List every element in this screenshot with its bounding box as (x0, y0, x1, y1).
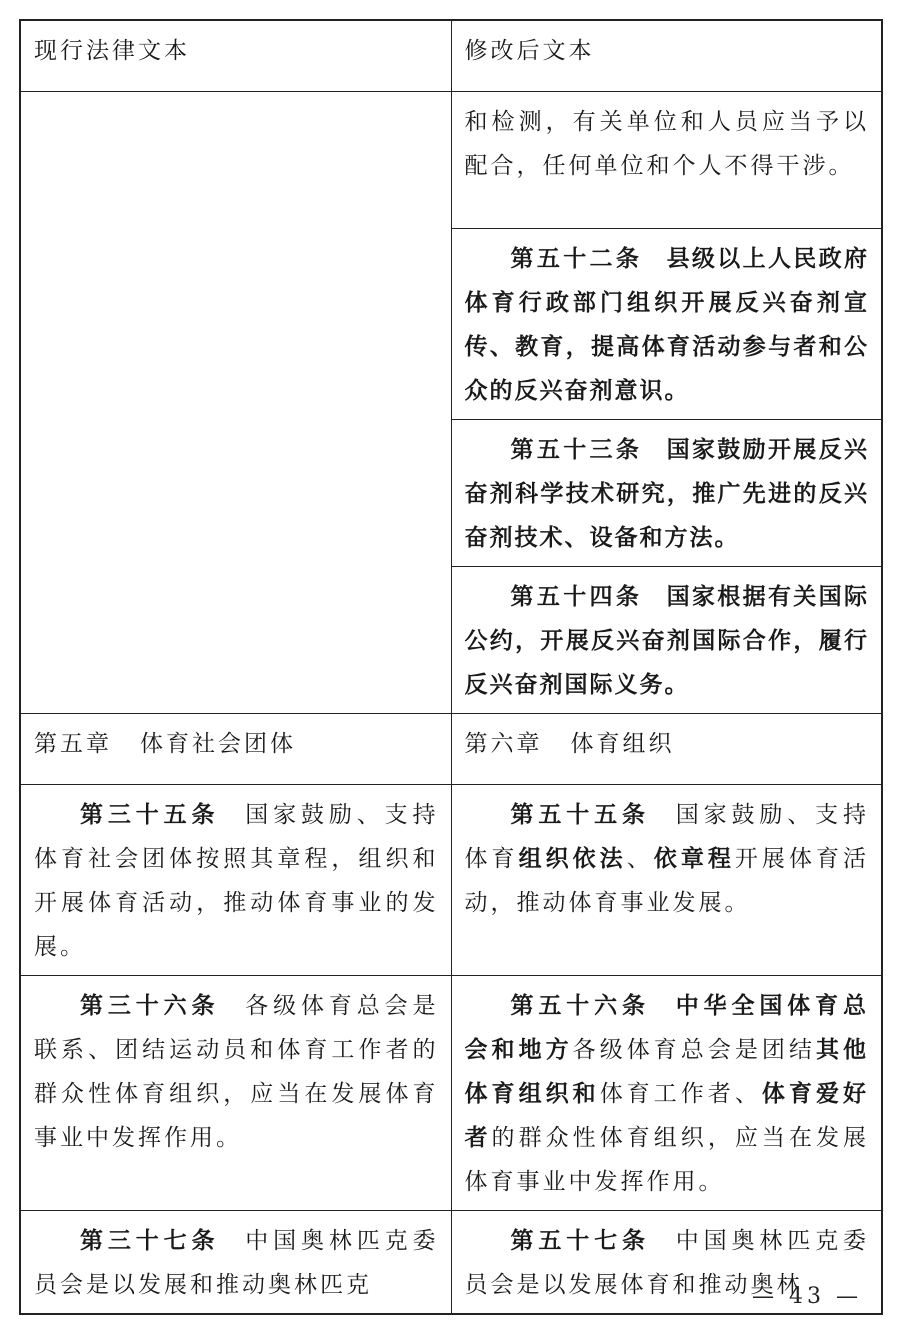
article-text: 各级体育总会是团结 (572, 1037, 816, 1063)
article-number: 第五十三条 (510, 437, 643, 463)
article-number: 第五十七条 (510, 1228, 650, 1254)
comparison-table (19, 19, 883, 1315)
revised-cell-art54 (451, 567, 882, 714)
current-empty-cell (20, 92, 451, 714)
article-number: 第五十六条 (510, 993, 650, 1019)
article-text: 中国奥林匹克委员会是以发展体育和推动奥林 (464, 1228, 869, 1298)
table-header-row (20, 20, 882, 92)
article-added-text: 中华全国体育总会和地方 (464, 993, 869, 1063)
article-text: 开展体育活动，推动体育事业发展。 (464, 846, 870, 916)
article-added-text: 组织依法 (518, 846, 627, 872)
article-added-text: 其他体育组织和 (464, 1037, 870, 1107)
table-row (20, 92, 882, 229)
revised-cell-art52 (451, 229, 882, 420)
article-text: 国家根据有关国际公约，开展反兴奋剂国际合作，履行反兴奋剂国际义务。 (464, 584, 870, 698)
article-number: 第五十五条 (510, 802, 650, 828)
chapter-title: 体育社会团体 (140, 731, 296, 757)
article-text: 国家鼓励、支持体育社会团体按照其章程，组织和开展体育活动，推动体育事业的发展。 (34, 802, 439, 960)
article-text: 中国奥林匹克委员会是以发展和推动奥林匹克 (34, 1228, 439, 1298)
table-row (20, 785, 882, 976)
article-number: 第三十六条 (80, 993, 220, 1019)
chapter-heading-current (20, 714, 451, 785)
chapter-row (20, 714, 882, 785)
article-text: 国家鼓励开展反兴奋剂科学技术研究，推广先进的反兴奋剂技术、设备和方法。 (464, 437, 870, 551)
revised-cell-art56 (451, 976, 882, 1211)
article-number: 第三十五条 (80, 802, 220, 828)
revised-text: 和检测，有关单位和人员应当予以配合，任何单位和个人不得干涉。 (464, 109, 869, 179)
article-number: 第五十四条 (510, 584, 643, 610)
revised-cell-r1 (451, 92, 882, 229)
article-text: 的群众性体育组织，应当在发展体育事业中发挥作用。 (464, 1125, 870, 1195)
revised-cell-art53 (451, 420, 882, 567)
page-number: — 43 — (752, 1284, 862, 1309)
article-added-text: 体育爱好者 (464, 1081, 870, 1151)
article-added-text: 依章程 (653, 846, 735, 872)
header-revised-text: 修改后文本 (451, 20, 882, 92)
table-row (20, 976, 882, 1211)
header-current-text: 现行法律文本 (20, 20, 451, 92)
article-text: 体育工作者、 (599, 1081, 762, 1107)
current-cell-art35 (20, 785, 451, 976)
article-text: 县级以上人民政府体育行政部门组织开展反兴奋剂宣传、教育，提高体育活动参与者和公众的反兴奋剂意识。 (464, 246, 870, 404)
article-number: 第三十七条 (80, 1228, 220, 1254)
chapter-number: 第六章 (464, 731, 543, 757)
chapter-heading-revised (451, 714, 882, 785)
article-text: 、 (626, 846, 654, 872)
current-cell-art36 (20, 976, 451, 1211)
chapter-number: 第五章 (34, 731, 112, 757)
article-number: 第五十二条 (510, 246, 643, 272)
current-cell-art37 (20, 1211, 451, 1315)
chapter-title: 体育组织 (570, 731, 675, 757)
article-text: 国家鼓励、支持体育 (464, 802, 869, 872)
article-text: 各级体育总会是联系、团结运动员和体育工作者的群众性体育组织，应当在发展体育事业中发挥作用。 (34, 993, 439, 1151)
revised-cell-art55 (451, 785, 882, 976)
